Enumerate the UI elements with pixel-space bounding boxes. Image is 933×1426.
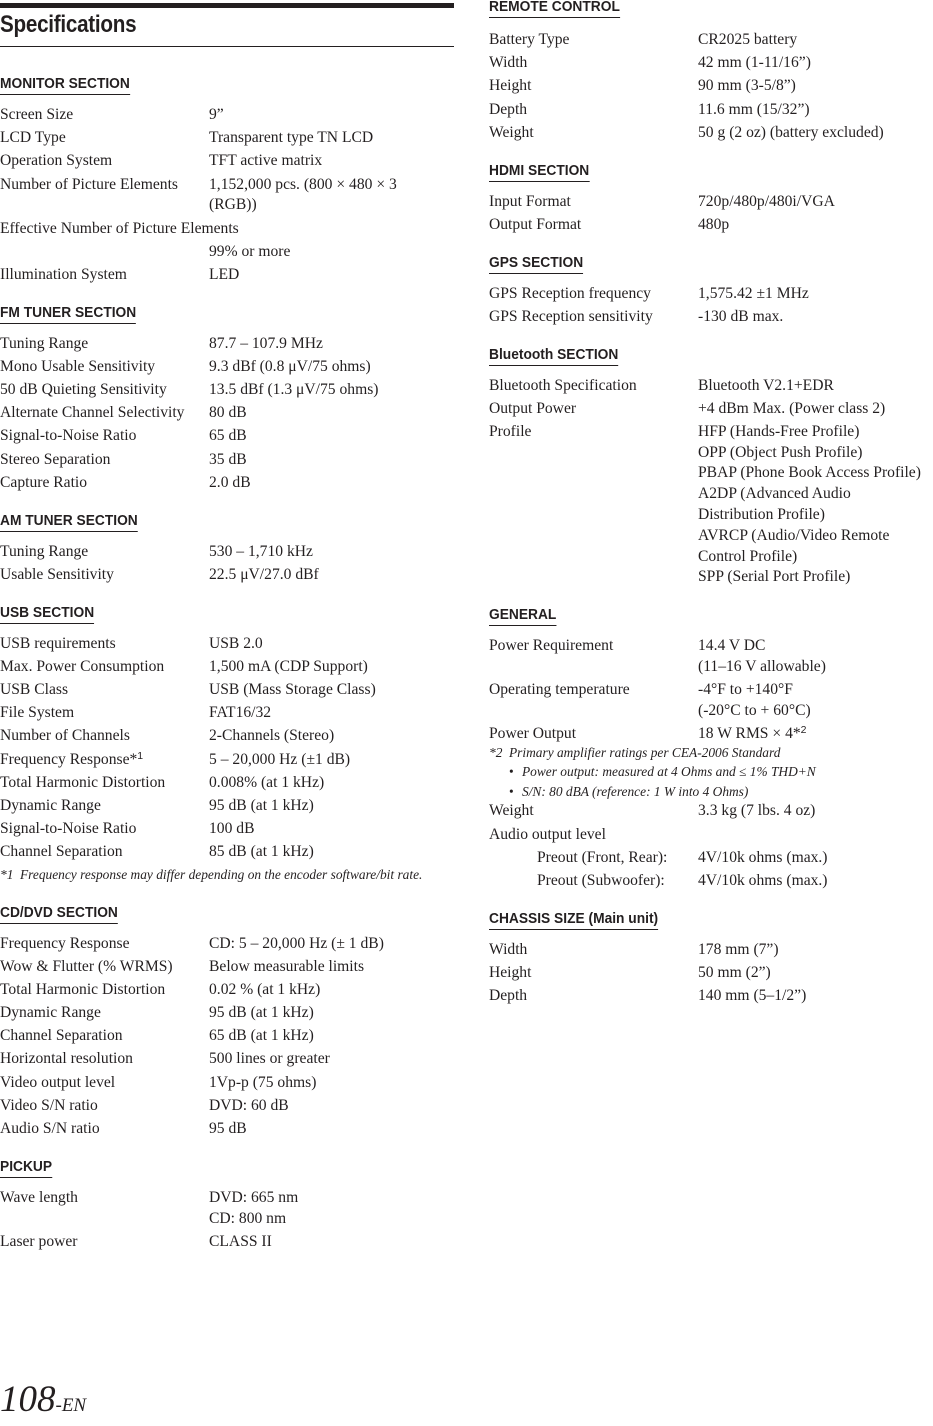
spec-label: USB Class (0, 681, 69, 698)
spec-row (0, 334, 454, 355)
spec-label: Channel Separation (0, 843, 123, 861)
bullet-item: • Power output: measured at 4 Ohms and ≤ 1% THD+N (489, 762, 933, 782)
spec-row (489, 376, 933, 397)
spec-value: 18 W RMS × 4*$^2$ (698, 724, 807, 743)
spec-label: Power Requirement (489, 637, 614, 655)
section-heading: FM TUNER SECTION (0, 305, 136, 324)
spec-row (0, 265, 454, 286)
spec-label: Video S/N ratio (0, 1096, 98, 1114)
spec-label: Wow & Flutter (% WRMS) (0, 957, 173, 975)
usb-section (0, 604, 454, 884)
spec-value: 1Vp-p (75 ohms) (209, 1073, 317, 1091)
spec-value: 87.7 – 107.9 MHz (209, 334, 323, 352)
spec-label: Dynamic Range (0, 1004, 101, 1022)
footnote-ref: 1 (137, 749, 144, 762)
spec-label: Weight (489, 123, 534, 141)
spec-row (489, 76, 933, 97)
spec-row (0, 842, 454, 863)
spec-value: 65 dB (209, 427, 247, 445)
spec-value: 5 – 20,000 Hz (±1 dB) (209, 750, 351, 768)
monitor-section (0, 75, 454, 286)
spec-label: Height (489, 963, 532, 981)
spec-row (489, 986, 933, 1007)
spec-value: FAT16/32 (209, 704, 272, 722)
spec-label: USB requirements (0, 634, 116, 652)
spec-label: Output Format (489, 215, 582, 233)
spec-row (0, 703, 454, 724)
footnote-ref: 2 (800, 724, 807, 737)
spec-row (489, 871, 933, 892)
spec-value: DVD: 665 nm (209, 1188, 299, 1206)
footnote-mark: *1 (0, 866, 14, 882)
spec-value: 0.02 % (at 1 kHz) (209, 980, 321, 998)
spec-value: 2-Channels (Stereo) (209, 727, 335, 745)
spec-row (0, 680, 454, 701)
spec-label: Power Output (489, 725, 577, 743)
profile-item: HFP (Hands-Free Profile) (698, 422, 860, 440)
spec-row (489, 215, 933, 236)
section-heading: GENERAL (489, 607, 556, 626)
spec-value: 500 lines or greater (209, 1050, 330, 1068)
spec-row (0, 1188, 454, 1230)
spec-row (489, 801, 933, 822)
spec-label: Number of Channels (0, 727, 130, 745)
profile-list (698, 422, 933, 588)
spec-value: 42 mm (1-11/16”) (698, 54, 811, 72)
spec-value: 13.5 dBf (1.3 μV/75 ohms) (209, 381, 379, 399)
spec-row (0, 1073, 454, 1094)
spec-value: CD: 800 nm (209, 1209, 287, 1227)
spec-row (489, 422, 933, 588)
spec-row (0, 426, 454, 447)
spec-value: 99% or more (209, 242, 291, 260)
section-heading: CD/DVD SECTION (0, 905, 118, 924)
spec-label: Output Power (489, 399, 577, 417)
section-heading: AM TUNER SECTION (0, 513, 138, 532)
spec-row (489, 123, 933, 144)
spec-value: +4 dBm Max. (Power class 2) (698, 399, 886, 417)
page-number: 108-EN (0, 1379, 87, 1420)
profile-item: PBAP (Phone Book Access Profile) (698, 464, 921, 482)
footnote-text: Primary amplifier ratings per CEA-2006 Standard (509, 745, 781, 761)
spec-value: TFT active matrix (209, 152, 323, 170)
spec-row (0, 403, 454, 424)
bluetooth-section (489, 346, 933, 589)
spec-row (0, 634, 454, 655)
spec-value: 720p/480p/480i/VGA (698, 192, 835, 210)
footnote (0, 866, 454, 884)
spec-label: Profile (489, 422, 532, 440)
spec-label: Width (489, 54, 528, 72)
spec-label: Tuning Range (0, 542, 89, 560)
spec-value: CD: 5 – 20,000 Hz (± 1 dB) (209, 934, 384, 952)
spec-label: GPS Reception sensitivity (489, 307, 653, 325)
spec-label: Audio S/N ratio (0, 1120, 100, 1137)
spec-value: USB 2.0 (209, 634, 263, 652)
spec-label: Screen Size (0, 106, 74, 123)
spec-label: GPS Reception frequency (489, 284, 651, 302)
spec-value: 530 – 1,710 kHz (209, 542, 313, 560)
spec-value: 100 dB (209, 820, 255, 838)
profile-item: Distribution Profile) (698, 506, 825, 524)
spec-label: Capture Ratio (0, 473, 88, 491)
spec-value: 90 mm (3-5/8”) (698, 77, 796, 95)
spec-value: 9.3 dBf (0.8 μV/75 ohms) (209, 357, 371, 375)
spec-label: Number of Picture Elements (0, 175, 178, 193)
spec-value: (-20°C to + 60°C) (698, 702, 811, 720)
bullet-icon: • (509, 783, 514, 799)
spec-value: CLASS II (209, 1232, 272, 1250)
spec-row (0, 1232, 454, 1253)
spec-label: Weight (489, 802, 534, 820)
profile-item: AVRCP (Audio/Video Remote (698, 526, 890, 544)
spec-value: Transparent type TN LCD (209, 129, 374, 147)
spec-label: Laser power (0, 1232, 78, 1250)
spec-value: 3.3 kg (7 lbs. 4 oz) (698, 802, 816, 820)
spec-label: Bluetooth Specification (489, 376, 637, 394)
spec-value: -4°F to +140°F (698, 681, 793, 699)
spec-value: 95 dB (209, 1120, 247, 1137)
section-heading: MONITOR SECTION (0, 76, 130, 95)
spec-value: USB (Mass Storage Class) (209, 681, 376, 698)
spec-row (0, 1049, 454, 1070)
spec-label: Signal-to-Noise Ratio (0, 820, 137, 838)
footnote (489, 744, 933, 762)
spec-row (489, 30, 933, 51)
spec-label: Operation System (0, 152, 113, 170)
spec-label: Stereo Separation (0, 450, 111, 468)
spec-value: Bluetooth V2.1+EDR (698, 376, 834, 394)
spec-label: Battery Type (489, 31, 570, 48)
cd-dvd-section (0, 904, 454, 1140)
spec-value: (11–16 V allowable) (698, 658, 826, 676)
spec-label: Depth (489, 100, 528, 118)
section-heading: REMOTE CONTROL (489, 0, 620, 18)
section-heading: GPS SECTION (489, 255, 583, 274)
spec-label: Wave length (0, 1188, 78, 1206)
spec-label: Height (489, 77, 532, 95)
spec-row (0, 1026, 454, 1047)
spec-row (0, 1003, 454, 1024)
spec-row (0, 657, 454, 678)
bullet-item: • S/N: 80 dBA (reference: 1 W into 4 Ohms) (489, 782, 933, 802)
spec-row (0, 1096, 454, 1117)
profile-item: A2DP (Advanced Audio (698, 485, 851, 503)
spec-row (489, 680, 933, 722)
spec-row (489, 963, 933, 984)
spec-value: 65 dB (at 1 kHz) (209, 1027, 314, 1045)
section-heading: USB SECTION (0, 605, 94, 624)
spec-label: Depth (489, 987, 528, 1005)
spec-label: Mono Usable Sensitivity (0, 357, 156, 375)
spec-value: 2.0 dB (209, 473, 251, 491)
chassis-size-section (489, 910, 933, 1007)
spec-value: 22.5 μV/27.0 dBf (209, 565, 319, 583)
spec-row (0, 980, 454, 1001)
spec-row (0, 565, 454, 586)
spec-row (0, 128, 454, 149)
spec-row (0, 175, 454, 217)
spec-value: 1,500 mA (CDP Support) (209, 657, 368, 675)
spec-row (489, 307, 933, 328)
spec-value: LED (209, 265, 240, 283)
spec-label: Operating temperature (489, 681, 630, 699)
spec-label: Audio output level (489, 825, 606, 843)
spec-row (0, 726, 454, 747)
pickup-section (0, 1158, 454, 1253)
page-title: Specifications (0, 11, 137, 38)
spec-row (489, 100, 933, 121)
section-heading: HDMI SECTION (489, 163, 589, 182)
bullet-icon: • (509, 764, 514, 780)
spec-value: 95 dB (at 1 kHz) (209, 1004, 314, 1022)
spec-row (489, 940, 933, 961)
spec-label: Preout (Subwoofer): (537, 871, 665, 889)
spec-label: Width (489, 940, 528, 958)
spec-row (0, 151, 454, 172)
spec-value: 85 dB (at 1 kHz) (209, 843, 314, 861)
spec-value: CR2025 battery (698, 31, 798, 48)
spec-value: (RGB)) (209, 196, 257, 214)
spec-label: Effective Number of Picture Elements (0, 219, 239, 237)
spec-row (489, 53, 933, 74)
footnote-mark: *2 (489, 745, 503, 761)
spec-label: Total Harmonic Distortion (0, 980, 166, 998)
spec-label: Alternate Channel Selectivity (0, 404, 185, 422)
spec-value: 9” (209, 106, 224, 123)
spec-label: Dynamic Range (0, 796, 101, 814)
spec-value: 1,575.42 ±1 MHz (698, 284, 809, 302)
spec-row (489, 284, 933, 305)
hdmi-section (489, 162, 933, 236)
spec-label: Preout (Front, Rear): (537, 848, 668, 866)
spec-label: Tuning Range (0, 334, 89, 352)
spec-label: Horizontal resolution (0, 1050, 133, 1068)
fm-tuner-section (0, 304, 454, 494)
spec-value: 11.6 mm (15/32”) (698, 100, 810, 118)
spec-row (0, 934, 454, 955)
spec-row (489, 848, 933, 869)
spec-label: LCD Type (0, 129, 66, 147)
right-column (489, 0, 933, 1009)
spec-row (0, 380, 454, 401)
spec-value: 14.4 V DC (698, 637, 766, 655)
spec-row (0, 357, 454, 378)
section-heading: Bluetooth SECTION (489, 347, 618, 366)
profile-item: Control Profile) (698, 547, 798, 565)
spec-row (0, 957, 454, 978)
spec-row (0, 105, 454, 126)
section-heading: PICKUP (0, 1159, 52, 1178)
spec-row (0, 450, 454, 471)
spec-label: 50 dB Quieting Sensitivity (0, 381, 167, 399)
footnote-bullets (489, 762, 933, 801)
spec-row (0, 750, 454, 771)
spec-row (0, 1119, 454, 1140)
spec-label: Illumination System (0, 265, 127, 283)
spec-value: 140 mm (5–1/2”) (698, 987, 807, 1005)
spec-value: 35 dB (209, 450, 247, 468)
spec-label: File System (0, 704, 75, 722)
section-heading: CHASSIS SIZE (Main unit) (489, 911, 658, 930)
spec-row (0, 473, 454, 494)
profile-item: OPP (Object Push Profile) (698, 443, 863, 461)
spec-row (0, 796, 454, 817)
spec-label: Frequency Response (0, 934, 130, 952)
spec-row (489, 192, 933, 213)
spec-row (0, 542, 454, 563)
spec-row (489, 399, 933, 420)
spec-label: Total Harmonic Distortion (0, 773, 166, 791)
spec-value: 0.008% (at 1 kHz) (209, 773, 325, 791)
spec-value: 480p (698, 215, 730, 233)
spec-label: Video output level (0, 1073, 116, 1091)
title-bar (0, 3, 454, 47)
left-column (0, 0, 454, 1255)
spec-row (0, 819, 454, 840)
spec-value: DVD: 60 dB (209, 1096, 289, 1114)
profile-item: SPP (Serial Port Profile) (698, 568, 851, 586)
gps-section (489, 254, 933, 328)
spec-value: 50 mm (2”) (698, 963, 771, 981)
spec-value: 178 mm (7”) (698, 940, 779, 958)
spec-value: 95 dB (at 1 kHz) (209, 796, 314, 814)
spec-value: 4V/10k ohms (max.) (698, 871, 828, 889)
spec-label: Signal-to-Noise Ratio (0, 427, 137, 445)
am-tuner-section (0, 512, 454, 586)
spec-value: 80 dB (209, 404, 247, 422)
footnote-text: Frequency response may differ depending on the encoder software/bit rate. (20, 866, 423, 882)
spec-row (489, 636, 933, 678)
page-suffix: -EN (55, 1395, 87, 1416)
remote-control-section (489, 0, 933, 144)
spec-value: Below measurable limits (209, 957, 365, 975)
spec-value: 1,152,000 pcs. (800 × 480 × 3 (209, 175, 397, 193)
spec-label: Usable Sensitivity (0, 565, 114, 583)
spec-label: Max. Power Consumption (0, 657, 165, 675)
spec-label: Input Format (489, 192, 571, 210)
general-section (489, 606, 933, 892)
spec-row (0, 773, 454, 794)
spec-value: -130 dB max. (698, 307, 784, 325)
spec-row (489, 724, 933, 745)
spec-value: 4V/10k ohms (max.) (698, 848, 828, 866)
spec-label: Frequency Response*$^1$ (0, 749, 144, 768)
spec-label: Channel Separation (0, 1027, 123, 1045)
spec-value: 50 g (2 oz) (battery excluded) (698, 123, 884, 141)
